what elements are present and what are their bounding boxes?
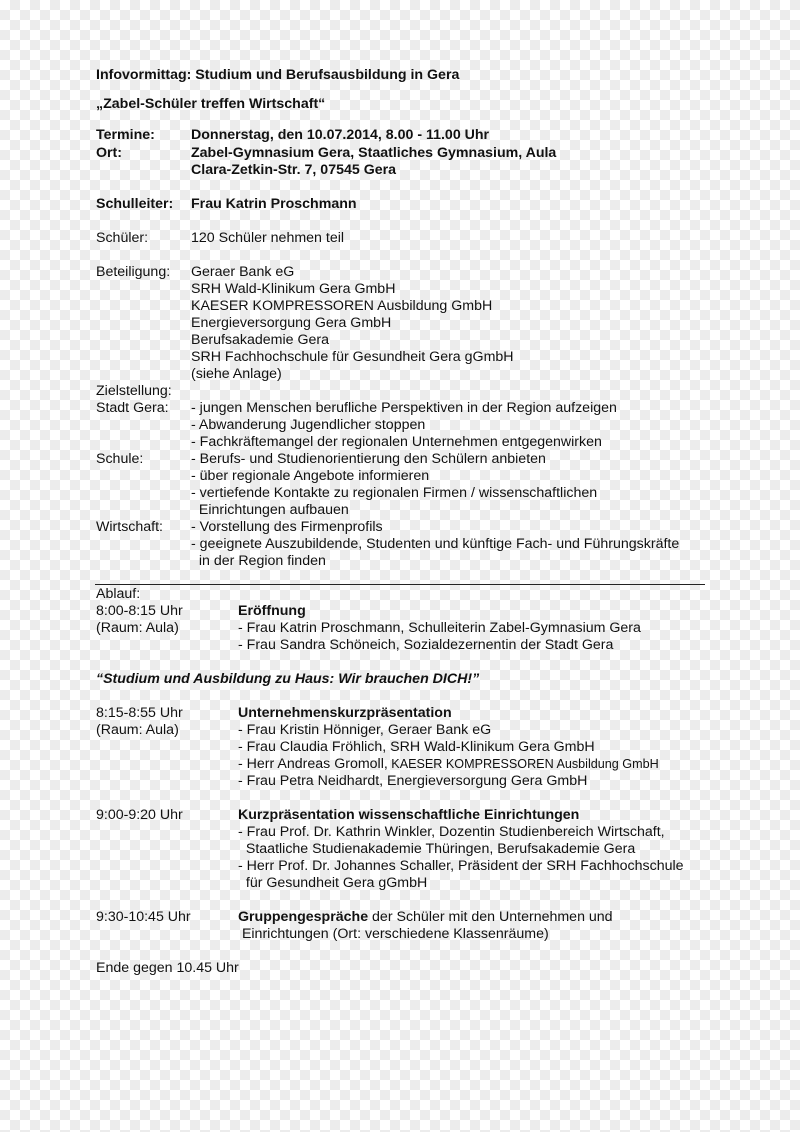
schulleiter-label: Schulleiter:: [96, 196, 174, 212]
block1-item: - Frau Katrin Proschmann, Schulleiterin Zabel-Gymnasium Gera: [238, 620, 641, 636]
zielstellung-label: Zielstellung:: [96, 383, 172, 399]
block3-time: 9:00-9:20 Uhr: [96, 807, 183, 823]
schule-label: Schule:: [96, 451, 144, 467]
wirtschaft-label: Wirtschaft:: [96, 519, 164, 535]
end-note: Ende gegen 10.45 Uhr: [96, 960, 239, 976]
beteiligung-item: SRH Fachhochschule für Gesundheit Gera gGmbH: [191, 349, 514, 365]
wirtschaft-item: - geeignete Auszubildende, Studenten und künftige Fach- und Führungskräfte: [191, 536, 680, 552]
block4-time: 9:30-10:45 Uhr: [96, 909, 191, 925]
block4-line-2: Einrichtungen (Ort: verschiedene Klassenräume): [238, 926, 549, 942]
wirtschaft-item: in der Region finden: [191, 553, 326, 569]
schueler-value: 120 Schüler nehmen teil: [191, 230, 345, 246]
block2-room: (Raum: Aula): [96, 722, 179, 738]
block4-text: der Schüler mit den Unternehmen und: [368, 909, 613, 925]
beteiligung-item: Geraer Bank eG: [191, 264, 295, 280]
schule-item: - vertiefende Kontakte zu regionalen Firmen / wissenschaftlichen: [191, 485, 598, 501]
block2-time: 8:15-8:55 Uhr: [96, 705, 183, 721]
stadt-gera-label: Stadt Gera:: [96, 400, 169, 416]
motto: “Studium und Ausbildung zu Haus: Wir brauchen DICH!”: [96, 671, 480, 687]
ort-line-2: Clara-Zetkin-Str. 7, 07545 Gera: [191, 162, 397, 178]
block3-item: - Herr Prof. Dr. Johannes Schaller, Präsident der SRH Fachhochschule: [238, 858, 684, 874]
schule-item: - Berufs- und Studienorientierung den Schülern anbieten: [191, 451, 546, 467]
block1-item: - Frau Sandra Schöneich, Sozialdezernentin der Stadt Gera: [238, 637, 614, 653]
block3-item: Staatliche Studienakademie Thüringen, Berufsakademie Gera: [238, 841, 636, 857]
schule-item: - über regionale Angebote informieren: [191, 468, 430, 484]
section-divider: [95, 584, 705, 585]
document-title: Infovormittag: Studium und Berufsausbildung in Gera: [96, 67, 460, 83]
block1-room: (Raum: Aula): [96, 620, 179, 636]
ort-line-1: Zabel-Gymnasium Gera, Staatliches Gymnasium, Aula: [191, 145, 557, 161]
block2-item: - Frau Claudia Fröhlich, SRH Wald-Klinikum Gera GmbH: [238, 739, 595, 755]
schueler-label: Schüler:: [96, 230, 149, 246]
block3-item: für Gesundheit Gera gGmbH: [238, 875, 428, 891]
block2-heading: Unternehmenskurzpräsentation: [238, 705, 452, 721]
block2-item: - Frau Petra Neidhardt, Energieversorgung Gera GmbH: [238, 773, 588, 789]
beteiligung-label: Beteiligung:: [96, 264, 171, 280]
block1-time: 8:00-8:15 Uhr: [96, 603, 183, 619]
schule-item: Einrichtungen aufbauen: [191, 502, 349, 518]
document-subtitle: „Zabel-Schüler treffen Wirtschaft“: [96, 96, 326, 112]
schulleiter-value: Frau Katrin Proschmann: [191, 196, 357, 212]
block2-item: [238, 756, 659, 773]
beteiligung-item: KAESER KOMPRESSOREN Ausbildung GmbH: [191, 298, 493, 314]
stadt-gera-item: - Fachkräftemangel der regionalen Unternehmen entgegenwirken: [191, 434, 602, 450]
block2-item: - Frau Kristin Hönniger, Geraer Bank eG: [238, 722, 492, 738]
block2-item-name: - Herr Andreas Gromoll,: [238, 756, 388, 772]
termine-label: Termine:: [96, 127, 155, 143]
block3-heading: Kurzpräsentation wissenschaftliche Einrichtungen: [238, 807, 580, 823]
termine-value: Donnerstag, den 10.07.2014, 8.00 - 11.00 Uhr: [191, 127, 490, 143]
beteiligung-item: Berufsakademie Gera: [191, 332, 330, 348]
wirtschaft-item: - Vorstellung des Firmenprofils: [191, 519, 383, 535]
block1-heading: Eröffnung: [238, 603, 306, 619]
beteiligung-item: SRH Wald-Klinikum Gera GmbH: [191, 281, 396, 297]
beteiligung-note: (siehe Anlage): [191, 366, 282, 382]
block4-line-1: [238, 909, 613, 926]
beteiligung-item: Energieversorgung Gera GmbH: [191, 315, 392, 331]
block4-heading: Gruppengespräche: [238, 909, 369, 925]
block2-item-company: KAESER KOMPRESSOREN Ausbildung GmbH: [387, 757, 659, 771]
ort-label: Ort:: [96, 145, 123, 161]
ablauf-label: Ablauf:: [96, 586, 141, 602]
stadt-gera-item: - Abwanderung Jugendlicher stoppen: [191, 417, 426, 433]
stadt-gera-item: - jungen Menschen berufliche Perspektiven in der Region aufzeigen: [191, 400, 617, 416]
block3-item: - Frau Prof. Dr. Kathrin Winkler, Dozentin Studienbereich Wirtschaft,: [238, 824, 665, 840]
